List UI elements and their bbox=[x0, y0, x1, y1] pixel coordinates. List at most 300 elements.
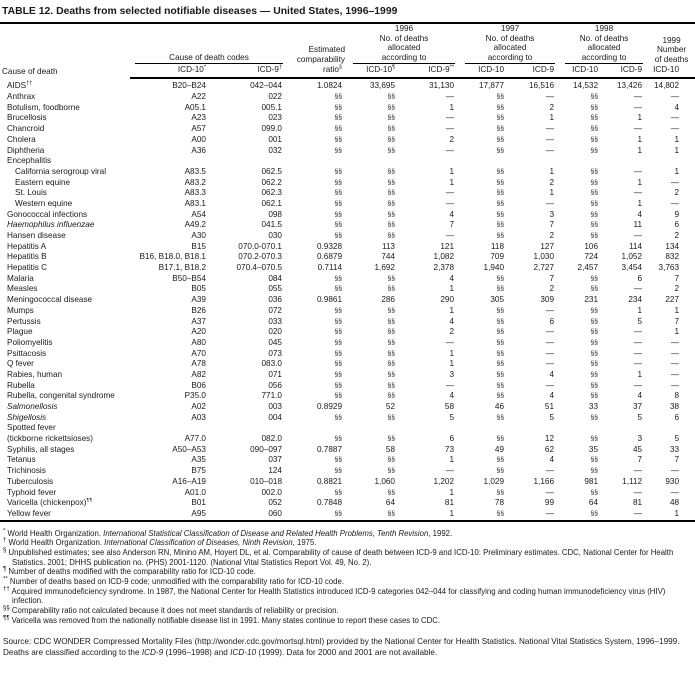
value-cell: §§ bbox=[334, 221, 342, 229]
notifiable-diseases-table bbox=[0, 24, 695, 520]
value-cell: B06 bbox=[191, 380, 206, 390]
value-cell: §§ bbox=[334, 93, 342, 101]
value-cell: 1,060 bbox=[374, 476, 395, 486]
table-row bbox=[0, 327, 695, 338]
footnote-text: Number of deaths based on ICD-9 code; unmodified with the comparability ratio for ICD-10 code. bbox=[9, 577, 344, 587]
value-cell: 003 bbox=[268, 402, 282, 411]
table-row bbox=[0, 488, 695, 499]
value-cell: §§ bbox=[496, 146, 505, 154]
value-cell: 33 bbox=[669, 444, 680, 454]
disease-name: Haemophilus influenzae bbox=[7, 220, 95, 230]
col-group-1999: 1999 Number of deaths bbox=[654, 35, 689, 64]
value-cell: §§ bbox=[334, 360, 342, 368]
table-row bbox=[0, 188, 695, 199]
disease-name: Pertussis bbox=[7, 316, 41, 326]
value-cell: — bbox=[445, 113, 455, 123]
value-cell: 9 bbox=[674, 209, 680, 219]
value-cell: B05 bbox=[191, 284, 206, 294]
value-cell: 1 bbox=[637, 198, 643, 208]
value-cell: 1 bbox=[449, 305, 455, 315]
value-cell: 1 bbox=[449, 455, 455, 465]
value-cell: 286 bbox=[381, 295, 395, 305]
value-cell: §§ bbox=[590, 221, 599, 229]
value-cell: §§ bbox=[334, 232, 342, 239]
table-row bbox=[0, 317, 695, 328]
value-cell: — bbox=[545, 92, 555, 102]
value-cell: 46 bbox=[494, 402, 505, 411]
value-cell: 1 bbox=[549, 166, 555, 176]
value-cell: 030 bbox=[268, 231, 282, 240]
value-cell: 2 bbox=[674, 231, 680, 240]
table-row bbox=[0, 359, 695, 370]
value-cell: 041.5 bbox=[261, 220, 282, 230]
footnote-marker: ** bbox=[3, 576, 8, 583]
value-cell: §§ bbox=[387, 103, 395, 111]
value-cell: §§ bbox=[590, 488, 599, 496]
value-cell: 022 bbox=[268, 92, 282, 102]
source-text: Source: CDC WONDER Compressed Mortality Files (http://wonder.cdc.gov/mortsql.html) provided by the National Center for Health Statistics. National Vital Statistics System, 1996–1999. Deaths are classified according to the bbox=[3, 636, 680, 657]
disease-name: Hepatitis B bbox=[7, 252, 47, 262]
value-cell: §§ bbox=[387, 221, 395, 229]
source-text: ICD-9 bbox=[141, 647, 164, 657]
value-cell: 81 bbox=[444, 498, 455, 508]
value-cell: — bbox=[633, 92, 643, 102]
value-cell: 073 bbox=[268, 348, 282, 358]
disease-name: St. Louis bbox=[15, 188, 47, 198]
value-cell: §§ bbox=[590, 349, 599, 357]
col-header-1996-icd10: ICD-10¶ bbox=[348, 64, 401, 78]
disease-name: Eastern equine bbox=[15, 177, 71, 187]
value-cell: A16–A19 bbox=[172, 476, 206, 486]
value-cell: — bbox=[633, 337, 643, 347]
value-cell: A22 bbox=[191, 92, 206, 102]
value-cell: §§ bbox=[496, 189, 505, 197]
value-cell: §§ bbox=[334, 509, 342, 517]
value-cell: §§ bbox=[387, 93, 395, 101]
value-cell: 52 bbox=[385, 402, 395, 411]
disease-name: Tetanus bbox=[7, 455, 36, 465]
value-cell: 771.0 bbox=[261, 391, 282, 401]
value-cell: B15 bbox=[191, 241, 206, 251]
value-cell: B17.1, B18.2 bbox=[158, 263, 206, 273]
value-cell: §§ bbox=[590, 189, 599, 197]
value-cell: 1 bbox=[449, 359, 455, 369]
value-cell: 1 bbox=[449, 177, 455, 187]
value-cell: 124 bbox=[268, 466, 282, 476]
footnote bbox=[3, 586, 695, 606]
value-cell: §§ bbox=[590, 285, 599, 293]
value-cell: 78 bbox=[494, 498, 505, 508]
value-cell: B16, B18.0, B18.1 bbox=[139, 252, 206, 262]
value-cell: 7 bbox=[674, 316, 680, 326]
value-cell: 832 bbox=[665, 252, 680, 262]
value-cell: 1 bbox=[637, 145, 643, 155]
col-header-1997-icd9: ICD-9 bbox=[510, 64, 560, 78]
value-cell: §§ bbox=[496, 285, 505, 293]
value-cell: §§ bbox=[334, 167, 342, 175]
disease-name: Q fever bbox=[7, 359, 34, 369]
value-cell: §§ bbox=[387, 328, 395, 336]
value-cell: 1 bbox=[674, 508, 680, 518]
value-cell: 14,802 bbox=[654, 81, 680, 91]
value-cell: 1,082 bbox=[433, 252, 455, 262]
value-cell: §§ bbox=[387, 413, 395, 421]
value-cell: 1 bbox=[449, 166, 455, 176]
value-cell: §§ bbox=[496, 125, 505, 133]
value-cell: §§ bbox=[590, 317, 599, 325]
table-row bbox=[0, 284, 695, 295]
value-cell: A77.0 bbox=[184, 434, 206, 444]
value-cell: — bbox=[545, 348, 555, 358]
value-cell: 3,763 bbox=[658, 263, 680, 273]
footnote-marker: * bbox=[3, 527, 6, 534]
value-cell: 1 bbox=[637, 177, 643, 187]
value-cell: — bbox=[445, 231, 455, 240]
value-cell: A78 bbox=[191, 359, 206, 369]
value-cell: 6 bbox=[674, 412, 680, 422]
table-row bbox=[0, 274, 695, 285]
value-cell: §§ bbox=[590, 306, 599, 314]
value-cell: 4 bbox=[549, 369, 555, 379]
disease-name: Cholera bbox=[7, 134, 36, 144]
value-cell: — bbox=[545, 508, 555, 518]
footnote-marker: ¶ bbox=[3, 566, 7, 573]
value-cell: B50–B54 bbox=[172, 273, 206, 283]
value-cell: 0.7848 bbox=[316, 498, 342, 508]
value-cell: 0.7114 bbox=[317, 263, 342, 273]
value-cell: §§ bbox=[590, 232, 599, 239]
col-header-ratio: ratio§ bbox=[288, 64, 348, 78]
value-cell: §§ bbox=[334, 349, 342, 357]
value-cell: §§ bbox=[387, 349, 395, 357]
value-cell: 1 bbox=[449, 284, 455, 294]
value-cell: 052 bbox=[268, 498, 282, 508]
value-cell: §§ bbox=[334, 274, 342, 282]
value-cell: 6 bbox=[637, 273, 643, 283]
value-cell: 3,454 bbox=[621, 263, 643, 273]
value-cell: A36 bbox=[191, 145, 206, 155]
table-row bbox=[0, 498, 695, 509]
value-cell: §§ bbox=[496, 114, 505, 122]
value-cell: — bbox=[545, 305, 555, 315]
value-cell: 1 bbox=[449, 348, 455, 358]
value-cell: 2 bbox=[674, 188, 680, 198]
value-cell: 060 bbox=[268, 508, 282, 518]
disease-name: Mumps bbox=[7, 305, 34, 315]
value-cell: 33 bbox=[588, 402, 599, 411]
table-row bbox=[0, 103, 695, 114]
value-cell: 81 bbox=[632, 498, 643, 508]
value-cell: 084 bbox=[268, 273, 282, 283]
value-cell: A35 bbox=[191, 455, 206, 465]
value-cell: §§ bbox=[496, 93, 505, 101]
value-cell: §§ bbox=[334, 135, 342, 143]
table-row bbox=[0, 113, 695, 124]
value-cell: — bbox=[633, 487, 643, 497]
value-cell: §§ bbox=[334, 435, 342, 443]
disease-name: Gonococcal infections bbox=[7, 209, 88, 219]
value-cell: 036 bbox=[268, 295, 282, 305]
value-cell: 5 bbox=[674, 434, 680, 444]
disease-name: Varicella (chickenpox)¶¶ bbox=[7, 498, 93, 508]
value-cell: 1 bbox=[674, 134, 680, 144]
value-cell: — bbox=[633, 327, 643, 337]
value-cell: §§ bbox=[387, 189, 395, 197]
col-group-1998: 1998 No. of deaths allocated according to bbox=[560, 24, 648, 64]
disease-name: Plague bbox=[7, 327, 33, 337]
disease-name: Anthrax bbox=[7, 92, 36, 102]
value-cell: §§ bbox=[496, 328, 505, 336]
footnotes bbox=[0, 529, 695, 626]
disease-name: Spotted fever bbox=[7, 423, 56, 433]
value-cell: 1 bbox=[549, 113, 555, 123]
footnote-text: World Health Organization. bbox=[7, 528, 104, 538]
value-cell: A39 bbox=[191, 295, 206, 305]
value-cell: §§ bbox=[334, 146, 342, 154]
value-cell: §§ bbox=[387, 210, 395, 218]
table-row bbox=[0, 466, 695, 477]
table-title: TABLE 12. Deaths from selected notifiable diseases — United States, 1996–1999 bbox=[2, 6, 398, 17]
value-cell: §§ bbox=[334, 467, 342, 475]
value-cell: §§ bbox=[387, 392, 395, 400]
value-cell: — bbox=[633, 508, 643, 518]
footnote-text: , 1975. bbox=[292, 538, 317, 548]
value-cell: 4 bbox=[449, 209, 455, 219]
disease-name: Botulism, foodborne bbox=[7, 102, 80, 112]
value-cell: — bbox=[545, 380, 555, 390]
value-cell: 042–044 bbox=[250, 81, 282, 91]
footnote-marker: † bbox=[3, 537, 7, 544]
disease-name: Western equine bbox=[15, 198, 73, 208]
value-cell: 062.5 bbox=[261, 166, 282, 176]
footnote bbox=[3, 576, 695, 587]
value-cell: 3 bbox=[637, 434, 643, 444]
value-cell: 045 bbox=[268, 337, 282, 347]
footnote bbox=[3, 537, 695, 548]
value-cell: — bbox=[670, 380, 680, 390]
value-cell: 58 bbox=[444, 402, 455, 411]
value-cell: §§ bbox=[496, 317, 505, 325]
disease-name: (tickborne rickettsioses) bbox=[7, 434, 93, 444]
value-cell: B26 bbox=[191, 305, 206, 315]
value-cell: §§ bbox=[590, 114, 599, 122]
value-cell: A37 bbox=[191, 316, 206, 326]
value-cell: 35 bbox=[588, 444, 599, 454]
value-cell: 3 bbox=[549, 209, 555, 219]
value-cell: — bbox=[670, 113, 680, 123]
disease-name: Tuberculosis bbox=[7, 476, 54, 486]
value-cell: — bbox=[633, 284, 643, 294]
value-cell: 1,202 bbox=[433, 476, 455, 486]
value-cell: 113 bbox=[381, 241, 395, 251]
value-cell: §§ bbox=[334, 488, 342, 496]
value-cell: 001 bbox=[268, 134, 282, 144]
table-row bbox=[0, 252, 695, 263]
value-cell: 082.0 bbox=[261, 434, 282, 444]
value-cell: 4 bbox=[637, 209, 643, 219]
value-cell: §§ bbox=[334, 103, 342, 111]
value-cell: §§ bbox=[334, 456, 342, 464]
value-cell: 12 bbox=[544, 434, 555, 444]
value-cell: A83.3 bbox=[184, 188, 206, 198]
col-header-1996-icd9: ICD-9** bbox=[401, 64, 460, 78]
value-cell: — bbox=[670, 337, 680, 347]
disease-name: Yellow fever bbox=[7, 508, 51, 518]
value-cell: 005.1 bbox=[261, 102, 282, 112]
table-row bbox=[0, 413, 695, 424]
value-cell: 118 bbox=[490, 241, 505, 251]
footnote bbox=[3, 615, 695, 626]
value-cell: 234 bbox=[628, 295, 643, 305]
value-cell: — bbox=[545, 145, 555, 155]
table-row bbox=[0, 455, 695, 466]
value-cell: §§ bbox=[590, 360, 599, 368]
value-cell: — bbox=[670, 369, 680, 379]
footnote-text: International Statistical Classification of Disease and Related Health Problems, Tenth Revision bbox=[103, 528, 429, 538]
value-cell: 305 bbox=[490, 295, 505, 305]
value-cell: §§ bbox=[590, 435, 599, 443]
value-cell: 070.4–070.5 bbox=[236, 263, 282, 273]
value-cell: §§ bbox=[334, 413, 342, 421]
value-cell: 1,940 bbox=[483, 263, 505, 273]
value-cell: §§ bbox=[387, 114, 395, 122]
value-cell: A05.1 bbox=[184, 102, 206, 112]
disease-name: Measles bbox=[7, 284, 38, 294]
value-cell: §§ bbox=[387, 306, 395, 314]
source-text: (1996–1998) and bbox=[163, 647, 231, 657]
value-cell: §§ bbox=[496, 232, 505, 239]
value-cell: 033 bbox=[268, 316, 282, 326]
value-cell: 7 bbox=[637, 455, 643, 465]
value-cell: 7 bbox=[674, 273, 680, 283]
value-cell: 071 bbox=[268, 369, 282, 379]
disease-name: Poliomyelitis bbox=[7, 337, 53, 347]
value-cell: 037 bbox=[268, 455, 282, 465]
table-row bbox=[0, 445, 695, 456]
value-cell: 083.0 bbox=[261, 359, 282, 369]
value-cell: §§ bbox=[334, 199, 342, 207]
value-cell: §§ bbox=[334, 189, 342, 197]
col-header-1998-icd9: ICD-9 bbox=[604, 64, 648, 78]
value-cell: — bbox=[670, 92, 680, 102]
col-group-death-codes bbox=[130, 24, 288, 64]
value-cell: A03 bbox=[191, 412, 206, 422]
footnote bbox=[3, 605, 695, 616]
value-cell: §§ bbox=[496, 370, 505, 378]
value-cell: §§ bbox=[387, 146, 395, 154]
footnote-text: , 1992. bbox=[428, 528, 453, 538]
footnote-text: Unpublished estimates; see also Anderson RN, Minino AM, Hoyert DL, et al. Comparability of cause of death between ICD-9 and ICD-10: Preliminary estimates. CDC, National Center for Health Statistics. 2001; DHHS publication no. (PHS) 2001-1120. (National Vital Statistics Report Vol. 49, No. 2). bbox=[8, 547, 674, 567]
value-cell: 2,457 bbox=[577, 263, 599, 273]
value-cell: §§ bbox=[590, 392, 599, 400]
value-cell: §§ bbox=[496, 178, 505, 186]
value-cell: 14,532 bbox=[572, 81, 599, 91]
value-cell: — bbox=[633, 359, 643, 369]
value-cell: §§ bbox=[496, 435, 505, 443]
value-cell: 121 bbox=[440, 241, 455, 251]
value-cell: — bbox=[445, 188, 455, 198]
value-cell: 1 bbox=[674, 305, 680, 315]
value-cell: 13,426 bbox=[617, 81, 643, 91]
value-cell: 032 bbox=[268, 145, 282, 155]
value-cell: §§ bbox=[387, 285, 395, 293]
value-cell: §§ bbox=[387, 232, 395, 239]
disease-name: Shigellosis bbox=[7, 412, 47, 422]
disease-name: Trichinosis bbox=[7, 466, 46, 476]
value-cell: — bbox=[445, 337, 455, 347]
value-cell: 99 bbox=[544, 498, 555, 508]
value-cell: 290 bbox=[440, 295, 455, 305]
value-cell: §§ bbox=[387, 135, 395, 143]
value-cell: 981 bbox=[584, 476, 599, 486]
value-cell: §§ bbox=[387, 509, 395, 517]
value-cell: 31,130 bbox=[428, 81, 455, 91]
value-cell: 231 bbox=[584, 295, 599, 305]
value-cell: §§ bbox=[334, 317, 342, 325]
footnote-text: International Classification of Diseases, Ninth Revision bbox=[104, 538, 293, 548]
disease-name: Diphtheria bbox=[7, 145, 45, 155]
value-cell: — bbox=[545, 466, 555, 476]
value-cell: §§ bbox=[334, 285, 342, 293]
value-cell: 1,112 bbox=[622, 476, 643, 486]
value-cell: §§ bbox=[590, 274, 599, 282]
value-cell: 1 bbox=[674, 166, 680, 176]
value-cell: — bbox=[545, 124, 555, 134]
disease-name: Syphilis, all stages bbox=[7, 444, 75, 454]
value-cell: §§ bbox=[387, 435, 395, 443]
table-row bbox=[0, 199, 695, 210]
value-cell: A23 bbox=[191, 113, 206, 123]
value-cell: 1,052 bbox=[621, 252, 643, 262]
value-cell: §§ bbox=[334, 328, 342, 336]
value-cell: — bbox=[633, 380, 643, 390]
table-row bbox=[0, 146, 695, 157]
disease-name: Rubella bbox=[7, 380, 35, 390]
value-cell: §§ bbox=[496, 221, 505, 229]
footnote-text: Acquired immunodeficiency syndrome. In 1987, the National Center for Health Statistics introduced ICD-9 categories 042–044 for classifying and coding human immunodeficiency virus (HIV) infection. bbox=[11, 586, 666, 606]
table-row bbox=[0, 295, 695, 306]
value-cell: 1 bbox=[449, 508, 455, 518]
value-cell: §§ bbox=[590, 93, 599, 101]
value-cell: A49.2 bbox=[184, 220, 206, 230]
value-cell: §§ bbox=[496, 338, 505, 346]
value-cell: 1,030 bbox=[533, 252, 555, 262]
table-header bbox=[0, 24, 695, 78]
table-row bbox=[0, 402, 695, 413]
value-cell: 37 bbox=[632, 402, 643, 411]
value-cell: 070.2-070.3 bbox=[238, 252, 282, 262]
value-cell: §§ bbox=[496, 210, 505, 218]
value-cell: 114 bbox=[628, 241, 643, 251]
value-cell: §§ bbox=[334, 125, 342, 133]
footnote-marker: § bbox=[3, 547, 7, 554]
value-cell: 3 bbox=[449, 369, 455, 379]
value-cell: §§ bbox=[590, 167, 599, 175]
col-header-cause-of-death: Cause of death bbox=[2, 66, 58, 76]
value-cell: — bbox=[445, 145, 455, 155]
col-group-1997: 1997 No. of deaths allocated according to bbox=[460, 24, 560, 64]
value-cell: §§ bbox=[590, 509, 599, 517]
value-cell: §§ bbox=[590, 467, 599, 475]
value-cell: 7 bbox=[449, 220, 455, 230]
disease-name: Typhoid fever bbox=[7, 487, 57, 497]
value-cell: §§ bbox=[334, 392, 342, 400]
value-cell: 070.0-070.1 bbox=[238, 241, 282, 251]
value-cell: §§ bbox=[496, 488, 505, 496]
table-row bbox=[0, 349, 695, 360]
disease-name: Hepatitis C bbox=[7, 263, 48, 273]
value-cell: P35.0 bbox=[184, 391, 206, 401]
